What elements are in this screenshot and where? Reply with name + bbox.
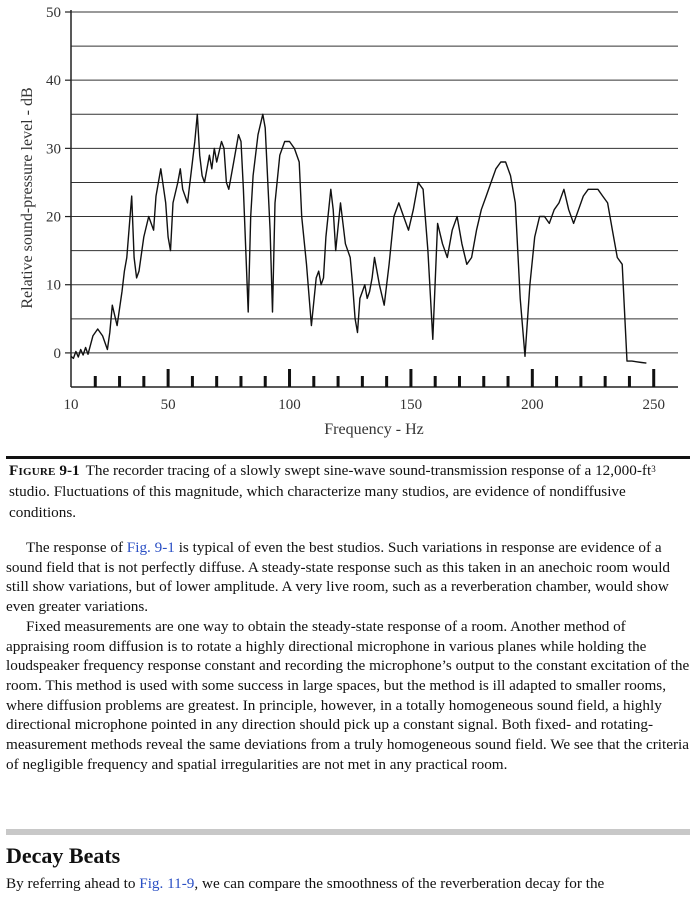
response-line: [71, 114, 646, 363]
y-tick-label: 50: [46, 5, 61, 21]
x-tick: [555, 376, 558, 387]
x-tick: [118, 376, 121, 387]
x-tick: [482, 376, 485, 387]
x-tick: [215, 376, 218, 387]
y-tick-label: 0: [53, 345, 61, 362]
section-divider: [6, 829, 690, 835]
x-tick: [239, 376, 242, 387]
paragraph-2: Fixed measurements are one way to obtain the steady-state response of a room. Another method of appraising room diffusion is to rotate a highly directional microphone in various planes while holding the loudspeaker frequency response constant and recording the microphone’s output to the constant excitation of the room. This method is used with some success in large spaces, but the method is ill adapted to smaller rooms, where diffusion problems are greatest. In principle, however, in a totally homogeneous sound field, a highly directional microphone pointed in any direction should pick up a constant signal. Both fixed- and rotating-measurement methods reveal the same deviations from a truly homogeneous sound field. We see that the criteria of negligible frequency and spatial irregularities are not met in any practical room.: [6, 617, 690, 773]
chart-grid: [71, 12, 678, 353]
x-tick: [385, 376, 388, 387]
x-axis-label: Frequency - Hz: [324, 421, 424, 438]
x-tick: [531, 369, 534, 387]
x-tick: [458, 376, 461, 387]
response-series: [71, 114, 646, 363]
x-tick-label: 10: [63, 397, 79, 413]
chart-axes: [71, 10, 678, 387]
x-tick: [167, 369, 170, 387]
caption-text-1: The recorder tracing of a slowly swept sine-wave sound-transmission response of a 12,000-ft: [85, 462, 652, 479]
x-tick: [94, 376, 97, 387]
x-tick-label: 250: [642, 397, 665, 413]
x-tick: [409, 369, 412, 387]
x-tick-label: 200: [521, 397, 544, 413]
x-tick: [337, 376, 340, 387]
chart-ticks: [46, 5, 665, 413]
x-tick: [191, 376, 194, 387]
y-tick-label: 10: [46, 277, 61, 294]
y-tick-label: 30: [46, 141, 61, 158]
x-tick: [434, 376, 437, 387]
paragraph-1: [6, 538, 690, 617]
caption-top-rule: [6, 456, 690, 459]
section-intro-text-b: , we can compare the smoothness of the reverberation decay for the: [194, 875, 605, 892]
x-tick: [652, 369, 655, 387]
caption-text-2: studio. Fluctuations of this magnitude, which characterize many studios, are evidence of nondiffusive conditions.: [9, 483, 626, 521]
caption-number: 9-1: [59, 462, 80, 479]
x-tick-label: 150: [399, 397, 423, 413]
fig-9-1-link[interactable]: Fig. 9-1: [126, 539, 175, 556]
body-text: [6, 538, 690, 774]
section-intro: [6, 874, 690, 894]
paragraph-1-text-a: The response of: [26, 539, 127, 556]
x-tick: [264, 376, 267, 387]
x-tick: [361, 376, 364, 387]
section-intro-text-a: By referring ahead to: [6, 875, 140, 892]
x-tick-label: 50: [160, 397, 176, 413]
y-tick-label: 20: [46, 209, 61, 226]
x-tick: [604, 376, 607, 387]
x-tick: [628, 376, 631, 387]
x-tick-label: 100: [278, 397, 301, 413]
paragraph-1-text-b: is typical of even the best studios. Such variations in response are evidence of a sound field that is not perfectly diffuse. A steady-state response such as this taken in an anechoic room would still show variations, but of lower amplitude. A very live room, such as a reverberation chamber, would show even greater variations.: [6, 539, 671, 616]
figure-caption: [9, 460, 685, 523]
x-tick: [142, 376, 145, 387]
caption-label: Figure: [9, 462, 56, 479]
x-tick: [288, 369, 291, 387]
caption-superscript: 3: [651, 464, 656, 474]
x-tick: [507, 376, 510, 387]
x-tick: [312, 376, 315, 387]
section-heading: Decay Beats: [6, 843, 121, 868]
y-tick-label: 40: [46, 73, 61, 90]
y-axis-label: Relative sound-pressure level - dB: [19, 87, 36, 309]
fig-11-9-link[interactable]: Fig. 11-9: [139, 875, 195, 892]
x-tick: [579, 376, 582, 387]
